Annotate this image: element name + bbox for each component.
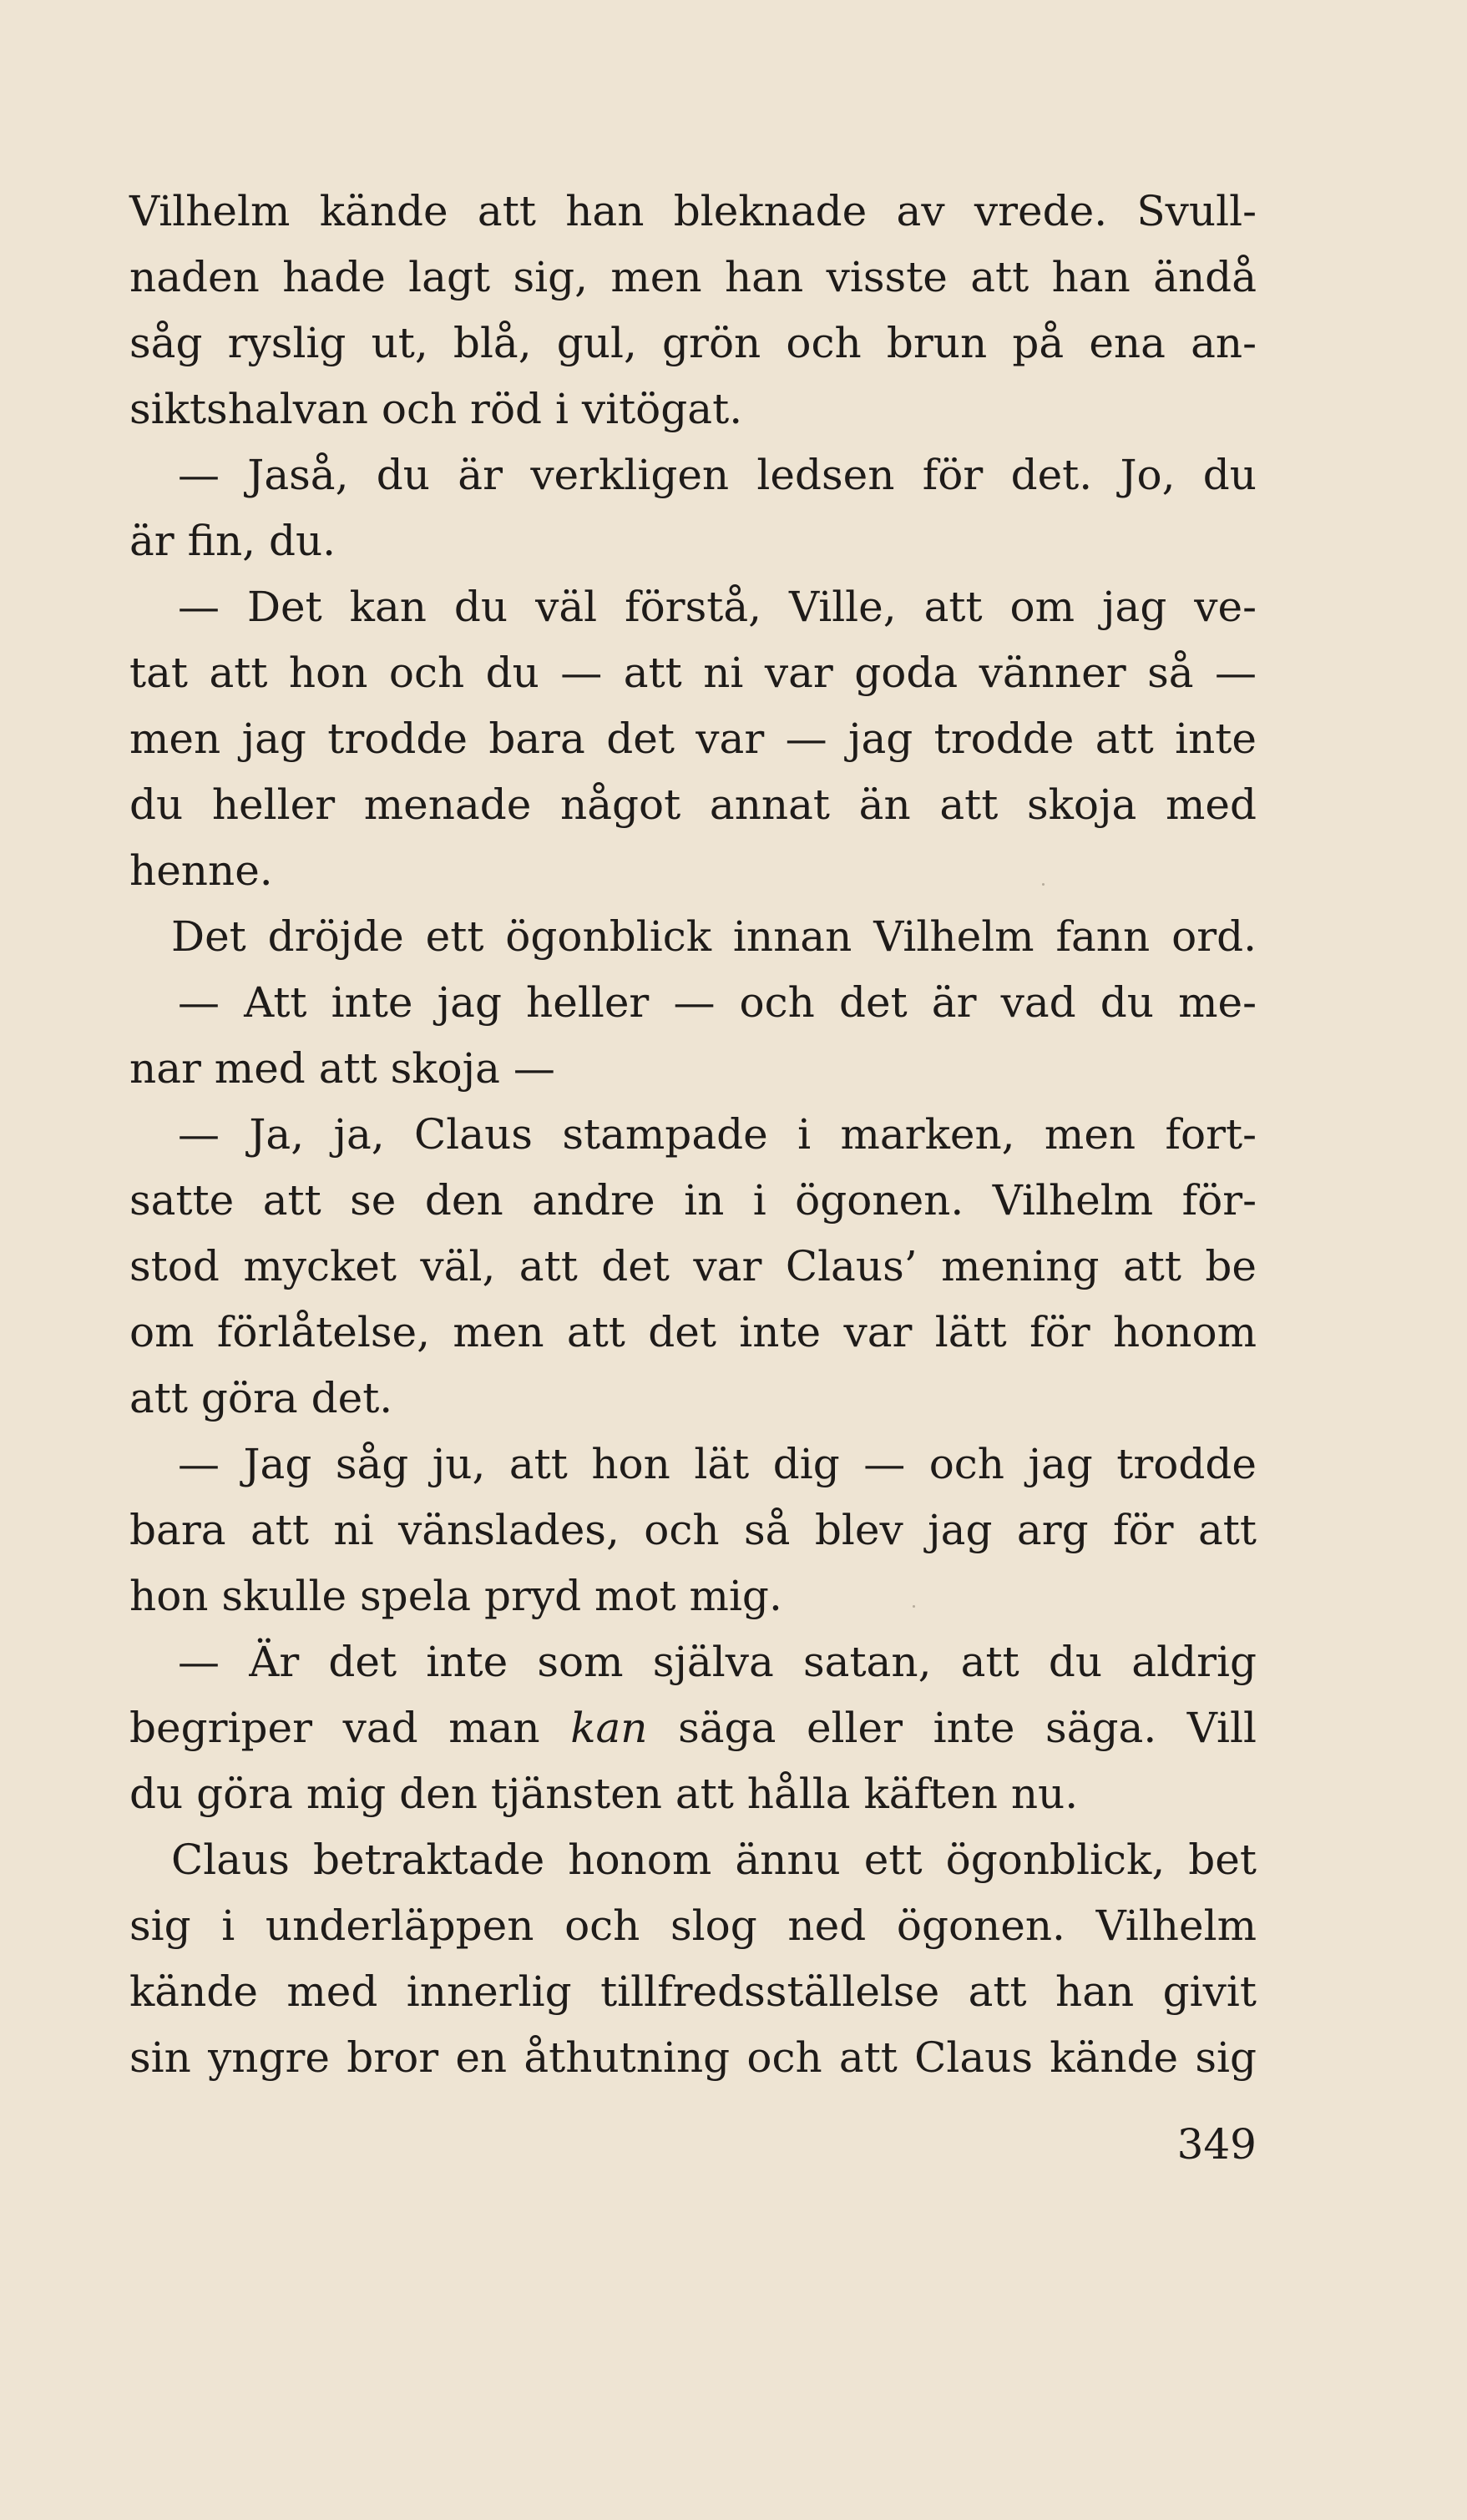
- text-line-21: bara att ni vänslades, och så blev jag arg för att: [129, 1506, 1257, 1554]
- text-line-6: är fin, du.: [129, 517, 336, 565]
- text-line-12: Det dröjde ett ögonblick innan Vilhelm fann ord.: [171, 912, 1257, 961]
- text-line-24-end: säga eller inte säga. Vill: [647, 1704, 1257, 1752]
- text-line-19: att göra det.: [129, 1374, 393, 1422]
- text-line-2: naden hade lagt sig, men han visste att han ändå: [129, 253, 1257, 301]
- text-line-5: — Jaså, du är verkligen ledsen för det. Jo, du: [178, 451, 1257, 499]
- text-line-29: sin yngre bror en åthutning och att Claus kände sig: [129, 2033, 1257, 2082]
- text-line-16: satte att se den andre in i ögonen. Vilhelm för-: [129, 1176, 1257, 1225]
- text-line-24-start: begriper vad man: [129, 1704, 571, 1752]
- text-line-15: — Ja, ja, Claus stampade i marken, men fort-: [178, 1110, 1257, 1159]
- text-line-7: — Det kan du väl förstå, Ville, att om jag ve-: [178, 583, 1257, 631]
- text-line-10: du heller menade något annat än att skoja med: [129, 780, 1257, 829]
- paper-speck: [1042, 883, 1045, 886]
- text-line-17: stod mycket väl, att det var Claus’ mening att be: [129, 1242, 1257, 1290]
- text-line-27: sig i underläppen och slog ned ögonen. Vilhelm: [129, 1901, 1257, 1950]
- text-line-23: — Är det inte som själva satan, att du aldrig: [178, 1638, 1257, 1686]
- text-line-25: du göra mig den tjänsten att hålla käften nu.: [129, 1770, 1079, 1818]
- text-line-1: Vilhelm kände att han bleknade av vrede. Svull-: [129, 187, 1257, 235]
- paper-speck: [913, 1605, 915, 1608]
- text-line-4: siktshalvan och röd i vitögat.: [129, 385, 743, 433]
- text-line-20: — Jag såg ju, att hon lät dig — och jag trodde: [178, 1440, 1257, 1488]
- italic-word: kan: [570, 1704, 648, 1752]
- text-line-18: om förlåtelse, men att det inte var lätt för honom: [129, 1308, 1257, 1356]
- text-line-8: tat att hon och du — att ni var goda vänner så —: [129, 649, 1257, 697]
- text-line-26: Claus betraktade honom ännu ett ögonblick, bet: [171, 1836, 1257, 1884]
- text-line-3: såg ryslig ut, blå, gul, grön och brun på ena an-: [129, 319, 1257, 367]
- text-line-28: kände med innerlig tillfredsställelse att han givit: [129, 1967, 1257, 2016]
- text-line-13: — Att inte jag heller — och det är vad du me-: [178, 978, 1257, 1027]
- body-text: [129, 179, 1257, 2091]
- text-line-14: nar med att skoja —: [129, 1044, 555, 1093]
- text-line-11: henne.: [129, 846, 273, 895]
- text-line-9: men jag trodde bara det var — jag trodde att inte: [129, 715, 1257, 763]
- text-line-24: [129, 1695, 1257, 1761]
- text-line-22: hon skulle spela pryd mot mig.: [129, 1572, 782, 1620]
- page-number: 349: [1176, 2120, 1257, 2169]
